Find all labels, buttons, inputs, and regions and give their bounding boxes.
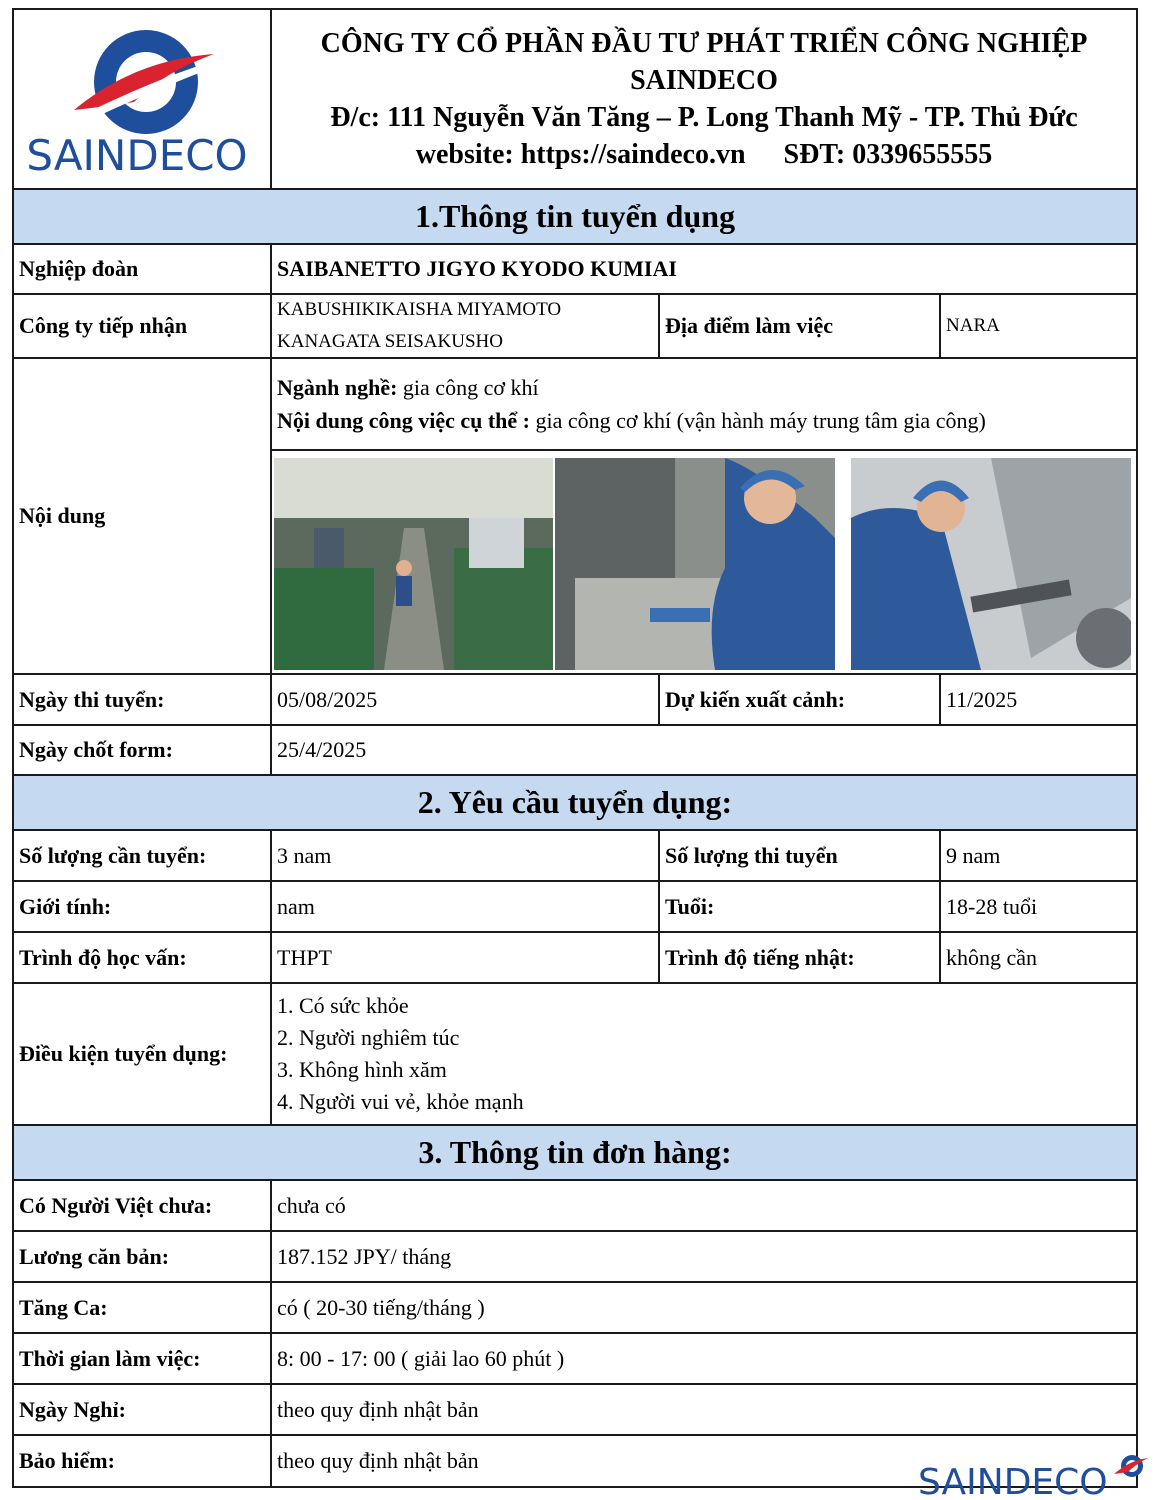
vietnamese-label: Có Người Việt chưa: [14,1181,272,1230]
company-info [272,10,1136,188]
job-detail-label: Nội dung công việc cụ thể : [277,408,530,433]
row-conditions [14,984,1136,1126]
row-exam-date [14,675,1136,726]
exam-count-label: Số lượng thi tuyển [660,831,941,880]
exam-count-value: 9 nam [946,842,1001,868]
row-company [14,295,1136,359]
conditions-label: Điều kiện tuyển dụng: [14,984,272,1124]
factory-floor-photo [274,458,553,670]
condition-item: 2. Người nghiêm túc [277,1025,460,1050]
form-close-value: 25/4/2025 [277,737,367,762]
overtime-label: Tăng Ca: [14,1283,272,1332]
education-label: Trình độ học vấn: [14,933,272,982]
hours-value: 8: 00 - 17: 00 ( giải lao 60 phút ) [277,1345,565,1371]
row-content [14,359,1136,675]
job-detail-line [277,404,1131,437]
overtime-value: có ( 20-30 tiếng/tháng ) [277,1294,485,1320]
company-value-line1: KABUSHIKIKAISHA MIYAMOTO [277,299,562,320]
machine-operator-photo [555,458,835,670]
recruitment-sheet [12,8,1138,1488]
condition-item: 4. Người vui vẻ, khỏe mạnh [277,1089,524,1114]
company-name-line2: SAINDECO [630,65,778,96]
company-website[interactable]: website: https://saindeco.vn [415,139,746,170]
condition-item: 1. Có sức khỏe [277,993,409,1018]
company-label: Công ty tiếp nhận [14,295,272,357]
saindeco-logo-icon [14,10,272,190]
industry-value: gia công cơ khí [397,375,539,400]
japanese-label: Trình độ tiếng nhật: [660,933,941,982]
row-overtime [14,1283,1136,1334]
section-title-2: 2. Yêu cầu tuyển dụng: [14,776,1136,831]
company-contact [416,136,993,173]
conditions-list [272,984,1136,1124]
location-value: NARA [946,315,1000,336]
row-form-close [14,726,1136,776]
union-label: Nghiệp đoàn [14,245,272,293]
japanese-value: không cần [946,944,1038,970]
form-close-label: Ngày chốt form: [14,726,272,774]
exam-date-value: 05/08/2025 [272,675,660,724]
condition-item: 3. Không hình xăm [277,1057,447,1082]
lathe-operator-photo [851,458,1131,670]
age-label: Tuổi: [660,882,941,931]
quota-value: 3 nam [272,831,660,880]
logo-text: SAINDECO [26,131,248,180]
row-hours [14,1334,1136,1385]
union-value: SAIBANETTO JIGYO KYODO KUMIAI [277,256,677,281]
workplace-photos [272,451,1136,673]
company-address: Đ/c: 111 Nguyễn Văn Tăng – P. Long Thanh Mỹ - TP. Thủ Đức [330,102,1078,133]
holiday-value: theo quy định nhật bản [277,1396,479,1422]
insurance-value: theo quy định nhật bản [277,1448,479,1473]
education-value: THPT [272,933,660,982]
row-vietnamese [14,1181,1136,1232]
header [14,10,1136,190]
content-block [272,359,1136,673]
salary-label: Lương căn bản: [14,1232,272,1281]
gender-label: Giới tính: [14,882,272,931]
row-salary [14,1232,1136,1283]
departure-value: 11/2025 [946,686,1018,712]
saindeco-footer-logo-icon [918,1452,1150,1500]
vietnamese-value: chưa có [277,1192,346,1218]
quota-label: Số lượng cần tuyển: [14,831,272,880]
company-logo [14,10,272,188]
row-union [14,245,1136,295]
row-quota [14,831,1136,882]
insurance-label: Bảo hiểm: [14,1436,272,1486]
row-gender [14,882,1136,933]
departure-label: Dự kiến xuất cảnh: [660,675,941,724]
location-label: Địa điểm làm việc [660,295,941,357]
hours-label: Thời gian làm việc: [14,1334,272,1383]
company-value-line2: KANAGATA SEISAKUSHO [277,331,503,352]
gender-value: nam [272,882,660,931]
section-title-1: 1.Thông tin tuyển dụng [14,190,1136,245]
holiday-label: Ngày Nghỉ: [14,1385,272,1434]
exam-date-label: Ngày thi tuyển: [14,675,272,724]
company-value [272,295,660,357]
industry-label: Ngành nghề: [277,375,398,400]
industry-line [277,371,1131,404]
footer-logo-text: SAINDECO [918,1462,1108,1500]
section-title-3: 3. Thông tin đơn hàng: [14,1126,1136,1181]
salary-value: 187.152 JPY/ tháng [277,1243,452,1269]
row-education [14,933,1136,984]
company-name-line1: CÔNG TY CỔ PHẦN ĐẦU TƯ PHÁT TRIỂN CÔNG NGHIỆP [320,28,1088,59]
job-description [272,359,1136,451]
age-value: 18-28 tuổi [946,893,1038,919]
content-label: Nội dung [14,359,272,673]
footer-logo [918,1452,1150,1500]
job-detail-value: gia công cơ khí (vận hành máy trung tâm gia công) [530,408,986,433]
company-phone: SĐT: 0339655555 [783,139,993,170]
row-holiday [14,1385,1136,1436]
